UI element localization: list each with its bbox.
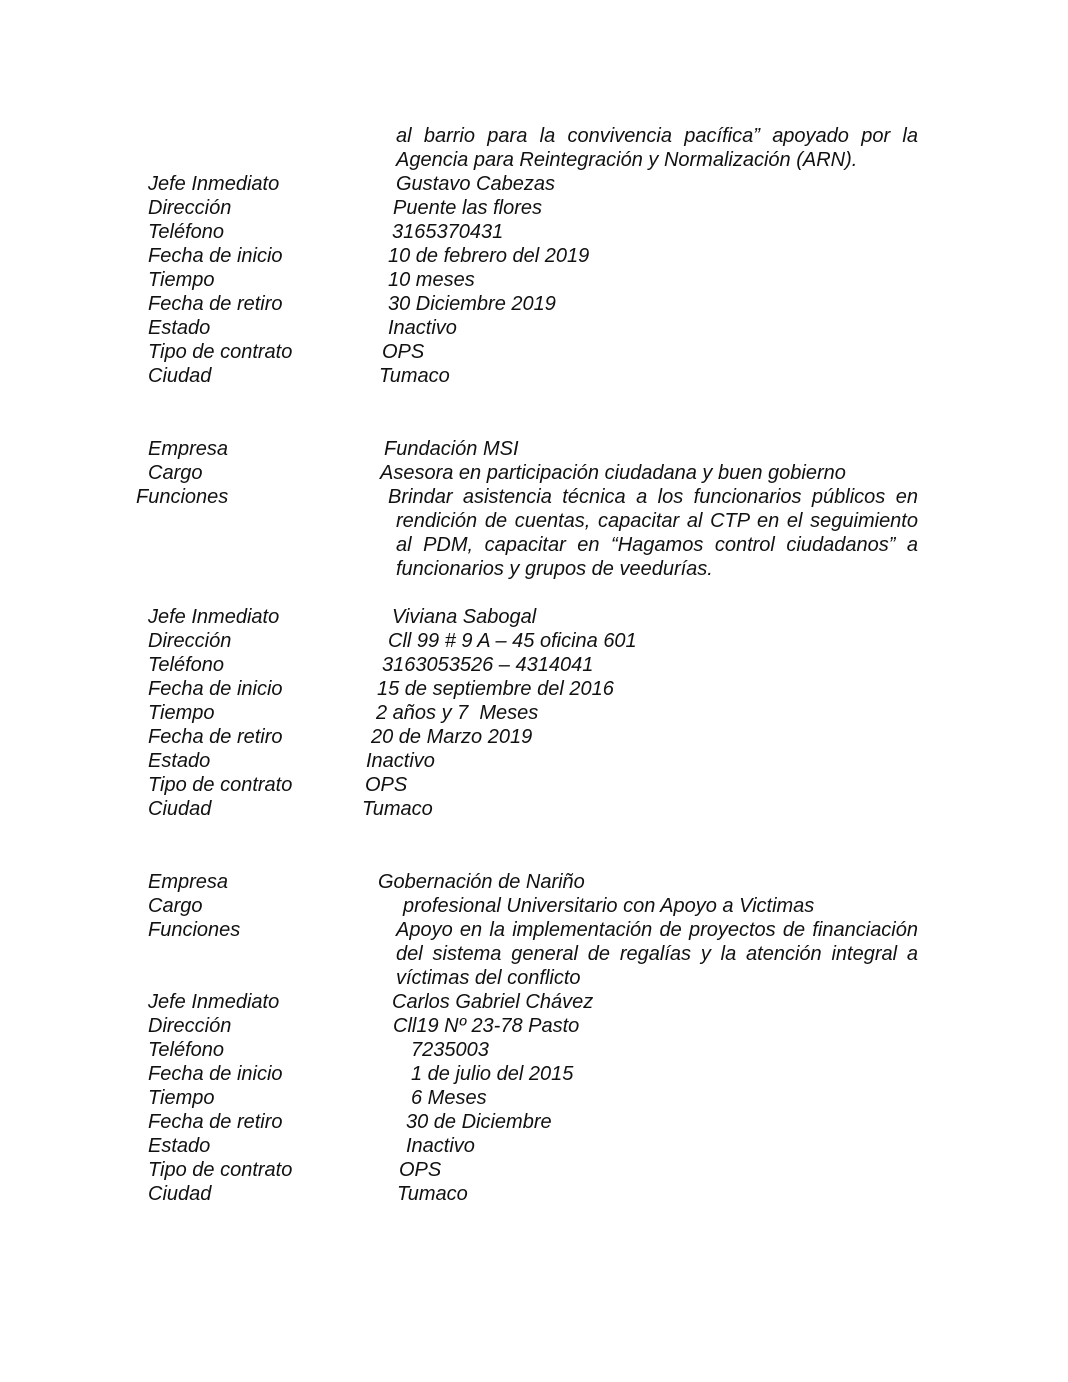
block2-funciones-text: rendición de cuentas, capacitar al CTP en el seguimiento al PDM, capacitar en “Hagamos control ciudadanos” a funcionarios y grupos de veedurías. [396, 510, 918, 581]
block2-fecha-inicio-value: 15 de septiembre del 2016 [377, 678, 614, 700]
block3-empresa-label: Empresa [148, 871, 229, 893]
block2-cargo-value: Asesora en participación ciudadana y buen gobierno [380, 462, 846, 484]
block2-tiempo-label: Tiempo [148, 702, 215, 724]
block3-estado-label: Estado [148, 1135, 211, 1157]
block3-direccion-value: Cll19 Nº 23-78 Pasto [393, 1015, 580, 1037]
block2-funciones-line-1: Brindar asistencia técnica a los funcionarios públicos en [388, 486, 918, 508]
block2-cargo-label: Cargo [148, 462, 203, 484]
block1-ciudad-value: Tumaco [379, 365, 450, 387]
block3-fecha-inicio-value: 1 de julio del 2015 [411, 1063, 574, 1085]
block1-tiempo-label: Tiempo [148, 269, 215, 291]
block2-empresa-label: Empresa [148, 438, 229, 460]
block2-direccion-value: Cll 99 # 9 A – 45 oficina 601 [388, 630, 637, 652]
block2-tiempo-value: 2 años y 7 Meses [376, 702, 539, 724]
block1-direccion-label: Dirección [148, 197, 232, 219]
block3-fecha-retiro-label: Fecha de retiro [148, 1111, 283, 1133]
block3-fecha-inicio-label: Fecha de inicio [148, 1063, 283, 1085]
block1-jefe-value: Gustavo Cabezas [396, 173, 555, 195]
block3-telefono-value: 7235003 [411, 1039, 489, 1061]
block2-jefe-label: Jefe Inmediato [148, 606, 280, 628]
block3-jefe-value: Carlos Gabriel Chávez [392, 991, 594, 1013]
block1-jefe-label: Jefe Inmediato [148, 173, 280, 195]
block3-telefono-label: Teléfono [148, 1039, 224, 1061]
block1-estado-value: Inactivo [388, 317, 457, 339]
block2-fecha-retiro-value: 20 de Marzo 2019 [371, 726, 533, 748]
block2-telefono-label: Teléfono [148, 654, 224, 676]
block3-fecha-retiro-value: 30 de Diciembre [406, 1111, 552, 1133]
block3-cargo-value: profesional Universitario con Apoyo a Victimas [403, 895, 815, 917]
block2-fecha-inicio-label: Fecha de inicio [148, 678, 283, 700]
block2-ciudad-label: Ciudad [148, 798, 212, 820]
block2-funciones-label: Funciones [136, 486, 229, 508]
block2-estado-value: Inactivo [366, 750, 435, 772]
block3-jefe-label: Jefe Inmediato [148, 991, 280, 1013]
block3-funciones-text: Apoyo en la implementación de proyectos de financiación del sistema general de regalías y la atención integral a víctimas del conflicto [396, 919, 918, 990]
block2-telefono-value: 3163053526 – 4314041 [382, 654, 594, 676]
intro-line-2: Agencia para Reintegración y Normalización (ARN). [396, 149, 858, 172]
intro-paragraph [396, 124, 918, 172]
block3-ciudad-label: Ciudad [148, 1183, 212, 1205]
block1-fecha-inicio-value: 10 de febrero del 2019 [388, 245, 590, 267]
block2-tipo-contrato-label: Tipo de contrato [148, 774, 293, 796]
block2-fecha-retiro-label: Fecha de retiro [148, 726, 283, 748]
block1-telefono-label: Teléfono [148, 221, 224, 243]
block3-cargo-label: Cargo [148, 895, 203, 917]
block1-direccion-value: Puente las flores [393, 197, 542, 219]
block1-tiempo-value: 10 meses [388, 269, 475, 291]
block3-tiempo-value: 6 Meses [411, 1087, 487, 1109]
block1-telefono-value: 3165370431 [392, 221, 504, 243]
block2-tipo-contrato-value: OPS [365, 774, 408, 796]
block3-estado-value: Inactivo [406, 1135, 475, 1157]
intro-line-1: al barrio para la convivencia pacífica” apoyado por la [396, 125, 918, 147]
block1-fecha-retiro-label: Fecha de retiro [148, 293, 283, 315]
block1-fecha-inicio-label: Fecha de inicio [148, 245, 283, 267]
block3-ciudad-value: Tumaco [397, 1183, 468, 1205]
block1-fecha-retiro-value: 30 Diciembre 2019 [388, 293, 556, 315]
block2-jefe-value: Viviana Sabogal [392, 606, 537, 628]
block2-ciudad-value: Tumaco [362, 798, 433, 820]
block3-tipo-contrato-label: Tipo de contrato [148, 1159, 293, 1181]
block1-tipo-contrato-value: OPS [382, 341, 425, 363]
block2-empresa-value: Fundación MSI [384, 438, 519, 460]
block1-ciudad-label: Ciudad [148, 365, 212, 387]
block2-estado-label: Estado [148, 750, 211, 772]
block3-tiempo-label: Tiempo [148, 1087, 215, 1109]
block1-tipo-contrato-label: Tipo de contrato [148, 341, 293, 363]
block3-funciones-label: Funciones [148, 919, 241, 941]
block2-direccion-label: Dirección [148, 630, 232, 652]
block1-estado-label: Estado [148, 317, 211, 339]
block3-direccion-label: Dirección [148, 1015, 232, 1037]
block3-tipo-contrato-value: OPS [399, 1159, 442, 1181]
block3-empresa-value: Gobernación de Nariño [378, 871, 585, 893]
